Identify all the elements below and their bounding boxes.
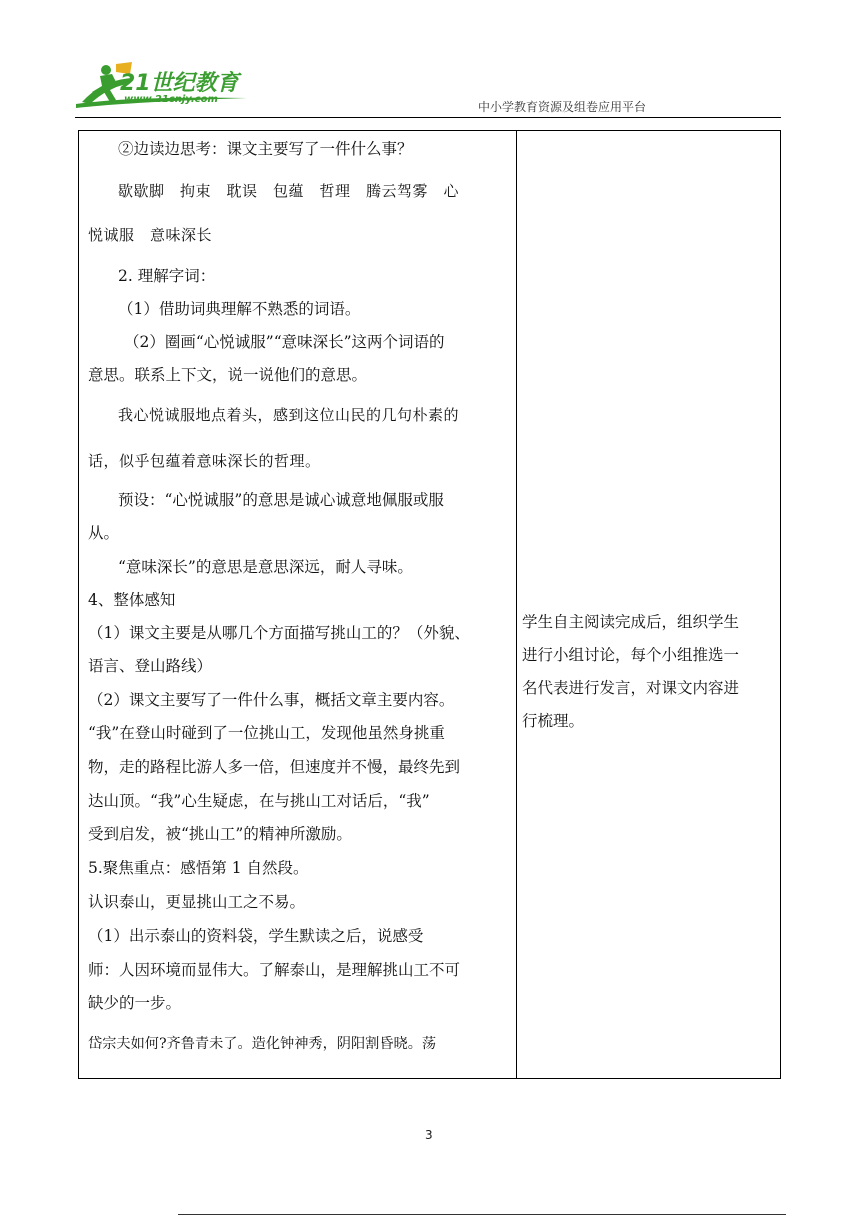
text-line: 从。 — [88, 524, 120, 542]
text-line: 进行小组讨论，每个小组推选一 — [522, 646, 740, 664]
text-line: 5.聚焦重点：感悟第 1 自然段。 — [88, 859, 309, 877]
page-header — [0, 0, 860, 125]
text-line: 悦诚服 意味深长 — [88, 226, 213, 244]
text-line: 物，走的路程比游人多一倍，但速度并不慢，最终先到 — [88, 758, 461, 776]
text-line: “我”在登山时碰到了一位挑山工，发现他虽然身挑重 — [88, 724, 445, 742]
text-line: （1）课文主要是从哪几个方面描写挑山工的？（外貌、 — [88, 624, 470, 642]
logo-text: 21世纪教育 — [120, 71, 239, 96]
text-line: （1）出示泰山的资料袋，学生默读之后，说感受 — [88, 927, 424, 945]
text-line: 2. 理解字词： — [118, 267, 216, 285]
text-line: 意思。联系上下文，说一说他们的意思。 — [88, 366, 368, 384]
page-number: 3 — [425, 1128, 433, 1142]
footer-rule — [178, 1214, 786, 1215]
text-line: 歇歇脚 拘束 耽误 包蕴 哲理 腾云驾雾 心 — [118, 182, 460, 200]
text-line: 名代表进行发言，对课文内容进 — [522, 679, 740, 697]
text-line: （2）课文主要写了一件什么事，概括文章主要内容。 — [88, 691, 455, 709]
right-column — [522, 606, 772, 738]
header-rule — [75, 117, 781, 118]
text-line: ②边读边思考：课文主要写了一件什么事？ — [118, 140, 413, 158]
text-line: 语言、登山路线） — [88, 657, 213, 675]
logo-url: www.21cnjy.com — [124, 94, 218, 105]
text-line: 预设：“心悦诚服”的意思是诚心诚意地佩服或服 — [118, 491, 444, 509]
text-line: 岱宗夫如何?齐鲁青未了。造化钟神秀，阴阳割昏晓。荡 — [88, 1036, 437, 1052]
text-line: （2）圈画“心悦诚服”“意味深长”这两个词语的 — [124, 333, 445, 351]
column-divider — [516, 131, 517, 1078]
text-line: 达山顶。“我”心生疑虑，在与挑山工对话后，“我” — [88, 792, 430, 810]
text-line: 话，似乎包蕴着意味深长的哲理。 — [88, 452, 321, 470]
text-line: 认识泰山，更显挑山工之不易。 — [88, 893, 306, 911]
text-line: （1）借助词典理解不熟悉的词语。 — [118, 300, 361, 318]
text-line: 师：人因环境而显伟大。了解泰山，是理解挑山工不可 — [88, 961, 461, 979]
text-line: 我心悦诚服地点着头，感到这位山民的几句朴素的 — [118, 406, 460, 424]
text-line: 受到启发，被“挑山工”的精神所激励。 — [88, 825, 352, 843]
text-line: 缺少的一步。 — [88, 994, 182, 1012]
text-line: 学生自主阅读完成后，组织学生 — [522, 613, 740, 631]
text-line: 行梳理。 — [522, 712, 585, 730]
text-line: “意味深长”的意思是意思深远，耐人寻味。 — [118, 558, 413, 576]
platform-name: 中小学教育资源及组卷应用平台 — [478, 100, 647, 114]
text-line: 4、整体感知 — [88, 591, 176, 609]
